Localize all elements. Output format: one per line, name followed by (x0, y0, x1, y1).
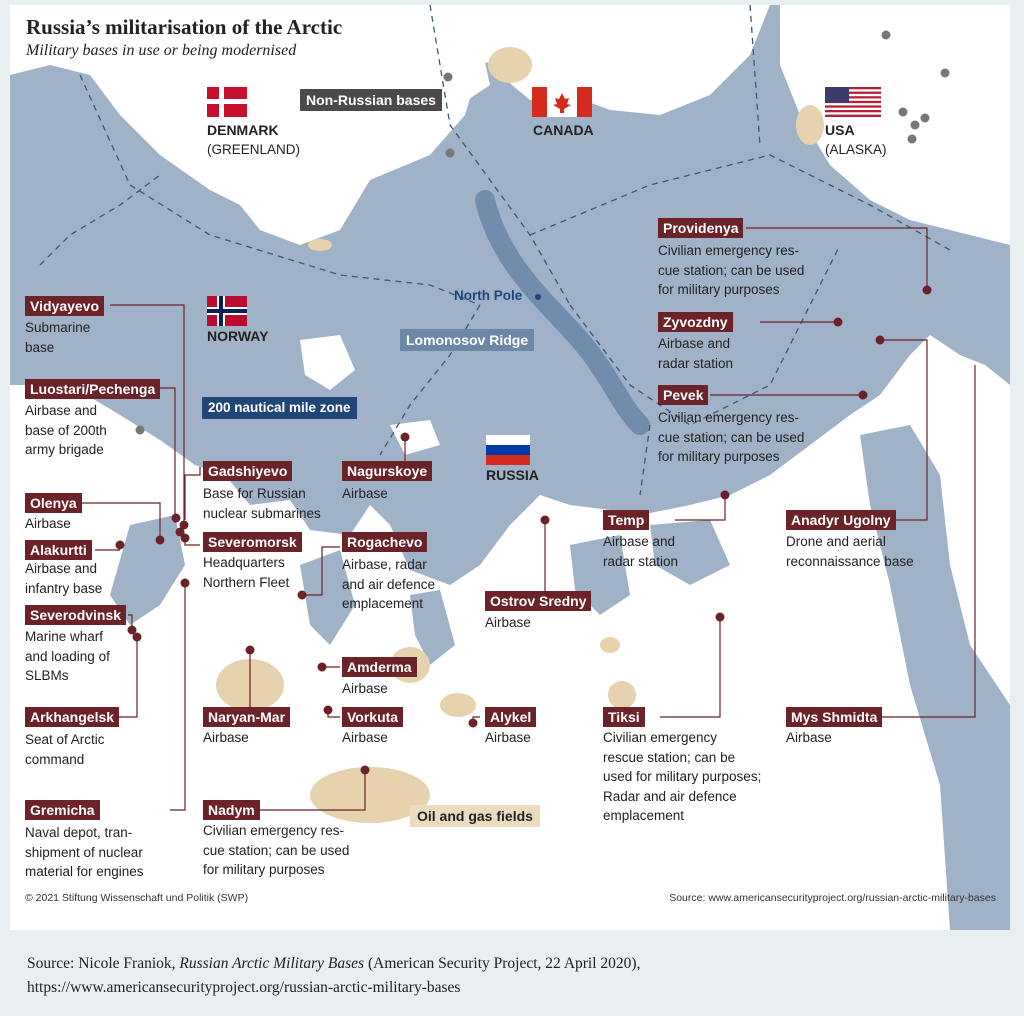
map-title: Russia’s militarisation of the Arctic (26, 15, 343, 39)
base-label-rogachevo: Rogachevo (342, 532, 427, 552)
base-desc-severodvinsk: Marine wharf and loading of SLBMs (25, 629, 110, 683)
base-label-nadym: Nadym (203, 800, 260, 820)
base-label-arkhangelsk: Arkhangelsk (25, 707, 119, 727)
map-subtitle: Military bases in use or being modernised (26, 42, 297, 59)
base-label-amderma: Amderma (342, 657, 417, 677)
base-label-nagurskoye: Nagurskoye (342, 461, 432, 481)
country-denmark: DENMARK (207, 122, 279, 138)
base-label-providenya: Providenya (658, 218, 743, 238)
base-label-tiksi: Tiksi (603, 707, 645, 727)
base-desc-mys-shmidta: Airbase (786, 730, 832, 745)
base-desc-anadyr-ugolny: Drone and aerial reconnaissance base (786, 534, 914, 569)
base-label-vidyayevo: Vidyayevo (25, 296, 104, 316)
north-pole-label: North Pole (454, 288, 523, 303)
base-label-naryanmar: Naryan-Mar (203, 707, 290, 727)
base-label-olenya: Olenya (25, 493, 82, 513)
base-label-mys-shmidta: Mys Shmidta (786, 707, 882, 727)
base-desc-tiksi: Civilian emergency rescue station; can be used for military purposes; Radar and air defence emplacement (603, 730, 762, 823)
base-desc-ostrov-sredny: Airbase (485, 615, 531, 630)
base-desc-vidyayevo: Submarine base (25, 320, 91, 355)
base-desc-nadym: Civilian emergency res- cue station; can be used for military purposes (203, 823, 350, 877)
credit-right: Source: www.americansecurityproject.org/russian-arctic-military-bases (669, 892, 996, 904)
base-desc-alakurtti: Airbase and infantry base (25, 561, 103, 596)
canada-flag-icon (532, 87, 592, 117)
legend-non-russian-bases: Non-Russian bases (300, 89, 442, 111)
base-label-gremicha: Gremicha (25, 800, 100, 820)
base-desc-severomorsk: Headquarters Northern Fleet (203, 555, 290, 590)
base-label-temp: Temp (603, 510, 649, 530)
russia-landmass (10, 335, 1010, 930)
base-label-gadshiyevo: Gadshiyevo (203, 461, 292, 481)
north-pole-dot (535, 294, 541, 300)
country-usa: USA (825, 122, 855, 138)
credit-left: © 2021 Stiftung Wissenschaft und Politik (SWP) (25, 892, 249, 904)
base-desc-gremicha: Naval depot, tran- shipment of nuclear material for engines (25, 825, 144, 879)
base-desc-temp: Airbase and radar station (603, 534, 679, 569)
base-desc-luostari: Airbase and base of 200th army brigade (25, 403, 107, 457)
lomonosov-ridge-label: Lomonosov Ridge (400, 329, 534, 351)
base-desc-pevek: Civilian emergency res- cue station; can be used for military purposes (658, 410, 805, 464)
base-desc-olenya: Airbase (25, 516, 71, 531)
russia-flag-icon (486, 435, 530, 465)
norway-flag-icon (207, 296, 247, 326)
arctic-map (10, 5, 1010, 930)
base-desc-naryanmar: Airbase (203, 730, 249, 745)
base-label-anadyr-ugolny: Anadyr Ugolny (786, 510, 896, 530)
base-label-vorkuta: Vorkuta (342, 707, 403, 727)
base-desc-rogachevo: Airbase, radar and air defence emplacement (342, 557, 436, 611)
legend-oil-gas-fields: Oil and gas fields (410, 805, 540, 827)
denmark-flag-icon (207, 87, 247, 117)
country-usa-sub: (ALASKA) (825, 142, 887, 157)
base-label-ostrov-sredny: Ostrov Sredny (485, 591, 591, 611)
base-label-severomorsk: Severomorsk (203, 532, 302, 552)
base-desc-zyvozdny: Airbase and radar station (658, 336, 734, 371)
base-desc-providenya: Civilian emergency res- cue station; can be used for military purposes (658, 243, 805, 297)
base-label-zyvozdny: Zyvozdny (658, 312, 733, 332)
country-norway: NORWAY (207, 328, 269, 344)
country-canada: CANADA (533, 122, 594, 138)
caption-url: https://www.americansecurityproject.org/russian-arctic-military-bases (27, 979, 461, 996)
legend-nautical-zone: 200 nautical mile zone (202, 397, 357, 419)
base-desc-amderma: Airbase (342, 681, 388, 696)
base-label-alakurtti: Alakurtti (25, 540, 92, 560)
base-desc-nagurskoye: Airbase (342, 486, 388, 501)
base-desc-arkhangelsk: Seat of Arctic command (25, 732, 105, 767)
base-desc-gadshiyevo: Base for Russian nuclear submarines (203, 486, 321, 521)
lomonosov-ridge-shape (485, 200, 640, 425)
base-desc-vorkuta: Airbase (342, 730, 388, 745)
base-label-pevek: Pevek (658, 385, 708, 405)
country-denmark-sub: (GREENLAND) (207, 142, 301, 157)
country-russia: RUSSIA (486, 467, 539, 483)
base-label-severodvinsk: Severodvinsk (25, 605, 126, 625)
usa-flag-icon (825, 87, 881, 117)
svalbard (300, 335, 355, 390)
base-desc-alykel: Airbase (485, 730, 531, 745)
caption-line-1: Source: Nicole Franiok, Russian Arctic Military Bases (American Security Project, 22 April 2020), (27, 955, 641, 972)
base-label-luostari: Luostari/Pechenga (25, 379, 160, 399)
base-label-alykel: Alykel (485, 707, 536, 727)
